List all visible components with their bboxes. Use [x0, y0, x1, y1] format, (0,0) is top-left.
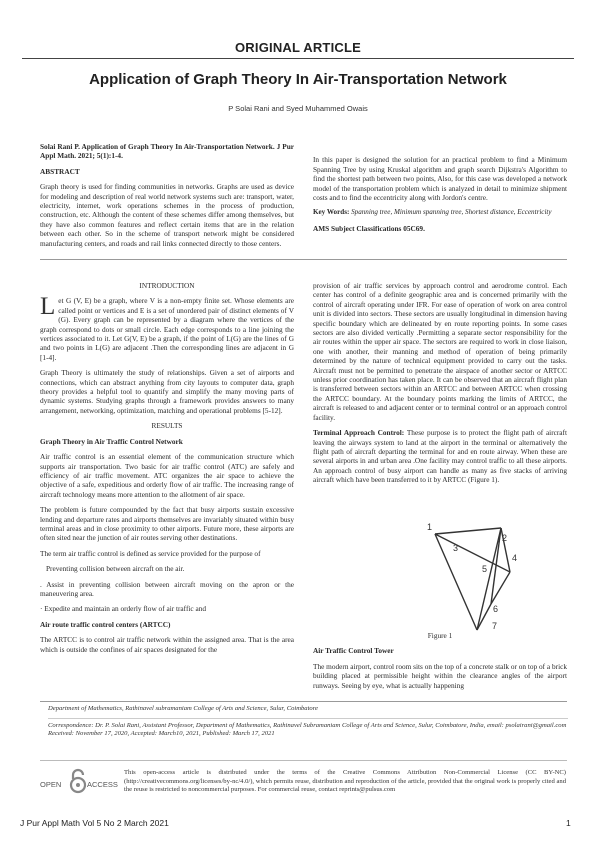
- intro-paragraph-2: Graph Theory is ultimately the study of relationships. Given a set of airports and connections, which can abstract anything from city layouts to computer data, graph theory provides a helpful tool to quantify and simplify the many moving parts of dynamic systems. Studying graphs through a framework provides answers to many arrangement, networking, optimization, matching and operational problems [5-12].: [40, 368, 294, 415]
- header-rule: [22, 58, 574, 59]
- edge-label-5: 5: [482, 564, 488, 574]
- footer-rule: [40, 701, 567, 702]
- article-title: Application of Graph Theory In Air-Transportation Network: [89, 71, 507, 88]
- footer-info: [48, 705, 568, 739]
- access-label: ACCESS: [87, 780, 118, 789]
- keywords-list: Spanning tree, Minimum spanning tree, Shortest distance, Eccentricity: [351, 208, 552, 217]
- introduction-heading: INTRODUCTION: [139, 281, 195, 290]
- article-type: ORIGINAL ARTICLE: [235, 40, 361, 55]
- subheading-artcc: Air route traffic control centers (ARTCC): [40, 619, 171, 629]
- edge-label-6: 6: [493, 604, 499, 614]
- results-heading: RESULTS: [151, 421, 183, 431]
- open-label: OPEN: [40, 780, 62, 789]
- keywords: [313, 208, 567, 217]
- results-paragraph-2: The problem is future compounded by the fact that busy airports sustain excessive lending and departure rates and airports themselves are invariably situated within busy terminal areas and in close proximity to other airports. Future more, these airports are often sited near the junction of air routes serving other destinations.: [40, 505, 294, 543]
- edge-label-1: 1: [427, 522, 433, 532]
- right-paragraph-1: provision of air traffic services by approach control and aerodrome control. Each center has control of a definite geographic area and is concerned primarily with the control of aircraft operating under IFR. For ease of operation of work on area control unit is divided into sectors. These sectors are usually longitudinal in dimension having specific boundary which are delineated by en route reporting points. In some cases sectors are also divided vertically .Permitting a separate sector responsibility for the air routes within the upper air space. The sectors are required to work in close liaison, one with another, their manning and method of operation of being primarily determined by the nature of technical equipment provided to carry out the tasks. Aircraft must not be permitted to penetrate the airspace of another sector or ARTCC unless prior coordination has taken place. It can be observed that an aircraft flight plan is transferred between sectors within an ARTCC and between ARTCC when crossing the ARTCC boundary. At the boundary points marking the limits of ARTCC, the aircraft is released to and adjacent center or to terminal control or an approach control facility.: [313, 281, 567, 422]
- correspondence: Correspondence: Dr. P. Solai Rani, Assistant Professor, Department of Mathematics, Rathinavel Subramaniam College of Arts and Science, Sulur, Coimbatore, India, email: psolairani@gmail.com: [48, 721, 567, 729]
- right-paragraph-2: These purpose is to protect the flight path of aircraft leaving the airways system to land at the airport in the terminal or alternatively the flight path of aircraft departing the terminal for and en route airway. When these are several airports in and urban area .One facility may control traffic to all these airports. An approach control of busy airport can handle as many as five stacks of arriving aircraft which have been transferred to it by ARTCC (Figure 1).: [313, 428, 568, 485]
- abstract-right: [313, 142, 567, 239]
- edge-label-4: 4: [512, 553, 518, 563]
- bullet-3-text: Expedite and maintain an orderly flow of air traffic and: [44, 604, 207, 614]
- edge-label-7: 7: [492, 621, 498, 631]
- ams-classification: AMS Subject Classifications 05C69.: [313, 223, 425, 233]
- citation: Solai Rani P. Application of Graph Theory In Air-Transportation Network. J Pur Appl Math. 2021; 5(1):1-4.: [40, 142, 294, 161]
- bullet-1: Preventing collision between aircraft on the air.: [46, 564, 185, 574]
- page-number: 1: [566, 818, 571, 828]
- right-column: [313, 281, 567, 491]
- affiliation: Department of Mathematics, Rathinavel subramaniam College of Arts and Science, Sulur, Coimbatore: [48, 705, 318, 712]
- figure-caption: Figure 1: [427, 631, 453, 640]
- abstract-heading: ABSTRACT: [40, 166, 80, 176]
- artcc-paragraph: The ARTCC is to control air traffic network within the assigned area. That is the area which is outside the confines of air spaces designated for the: [40, 635, 294, 654]
- subheading-graph-theory-atc: Graph Theory in Air Traffic Control Network: [40, 436, 183, 446]
- journal-footer: J Pur Appl Math Vol 5 No 2 March 2021: [20, 818, 169, 828]
- keywords-label: Key Words:: [313, 208, 350, 217]
- received-dates: Received: November 17, 2020, Accepted: March10, 2021, Published: March 17, 2021: [48, 730, 275, 738]
- left-column: [40, 281, 294, 660]
- bullet-3: · Expedite and maintain an orderly flow of air traffic and: [40, 604, 207, 614]
- abstract-paragraph: Graph theory is used for finding communities in networks. Graphs are used as device for modeling and description of real world network systems such are: transport, water, electricity, internet, work operations schemes in the process of production, construction, etc. Although the content of these schemes differ among themselves, but they have also common features and reflect certain items that are in the relation between each other. So in the scheme of transport network might be considered manufacturing centers, and roads and rail links connected directly to those centers.: [40, 182, 294, 248]
- license-rule: [40, 760, 567, 761]
- subheading-control-tower: Air Traffic Control Tower: [313, 646, 394, 656]
- results-paragraph-3: The term air traffic control is defined as service provided for the purpose of: [40, 548, 261, 558]
- bullet-2: . Assist in preventing collision between aircraft moving on the apron or the maneuvering area.: [40, 579, 294, 598]
- intro-paragraph-1: et G (V, E) be a graph, where V is a non-empty finite set. Whose elements are called point or vertices and E is a set of unordered pair of distinct elements of V (G). Every graph can be represented by a diagram where the vertices of the graph correspond to dots or small circle. Each edge corresponds to a line joining the vertices associated to it. Let G(V, E) be a graph, if the point of L(G) are the lines of G and two points in L(G) are adjacent .Then the corresponding lines are adjacent in G [1-4].: [40, 296, 294, 362]
- abstract-left: [40, 142, 294, 254]
- authors: P Solai Rani and Syed Muhammed Owais: [228, 104, 368, 113]
- edge-label-2: 2: [502, 533, 508, 543]
- license-text: This open-access article is distributed under the terms of the Creative Commons Attribution Non-Commercial License (CC BY-NC) (http://creativecommons.org/licenses/by-nc/4.0/), which permits reuse, distribution and reproduction of the article, provided that the original work is properly cited and the reuse is restricted to noncommercial purposes. For commercial reuse, contact reprints@pulsus.com: [124, 769, 566, 794]
- figure-1-graph: [393, 516, 543, 632]
- edge-label-3: 3: [453, 543, 459, 553]
- drop-cap: L: [40, 293, 56, 321]
- subheading-terminal-approach: Terminal Approach Control:: [313, 428, 405, 438]
- right-column-bottom: [313, 631, 567, 696]
- results-paragraph-1: Air traffic control is an essential element of the communication structure which supports air transportation. Two basic for air traffic control (ATC) are safely and efficiency of air traffic movement. ATC organizes the air space to achieve the objective of a safe, expeditious and orderly flow of air traffic. The increasing range of aircraft technology means more attention to the allotment of air space.: [40, 452, 294, 499]
- right-paragraph-3: The modern airport, control room sits on the top of a concrete stalk or on top of a brick building placed at permissible height within the clearance angles of the airport runways. Seeing by eye, what is actually happening: [313, 661, 567, 690]
- abstract-paragraph-2: In this paper is designed the solution for an practical problem to find a Minimum Spanning Tree by using Kruskal algorithm and graph search Dijkstra's Algorithm to find the shortest path between two points, Also, for this case was developed a network model of the transportation problem which is analyzed in detail to minimize shipment costs and to find the eccentricity along with Jordon's centre.: [313, 155, 567, 203]
- open-access-logo: [40, 768, 116, 798]
- abstract-rule: [40, 259, 567, 260]
